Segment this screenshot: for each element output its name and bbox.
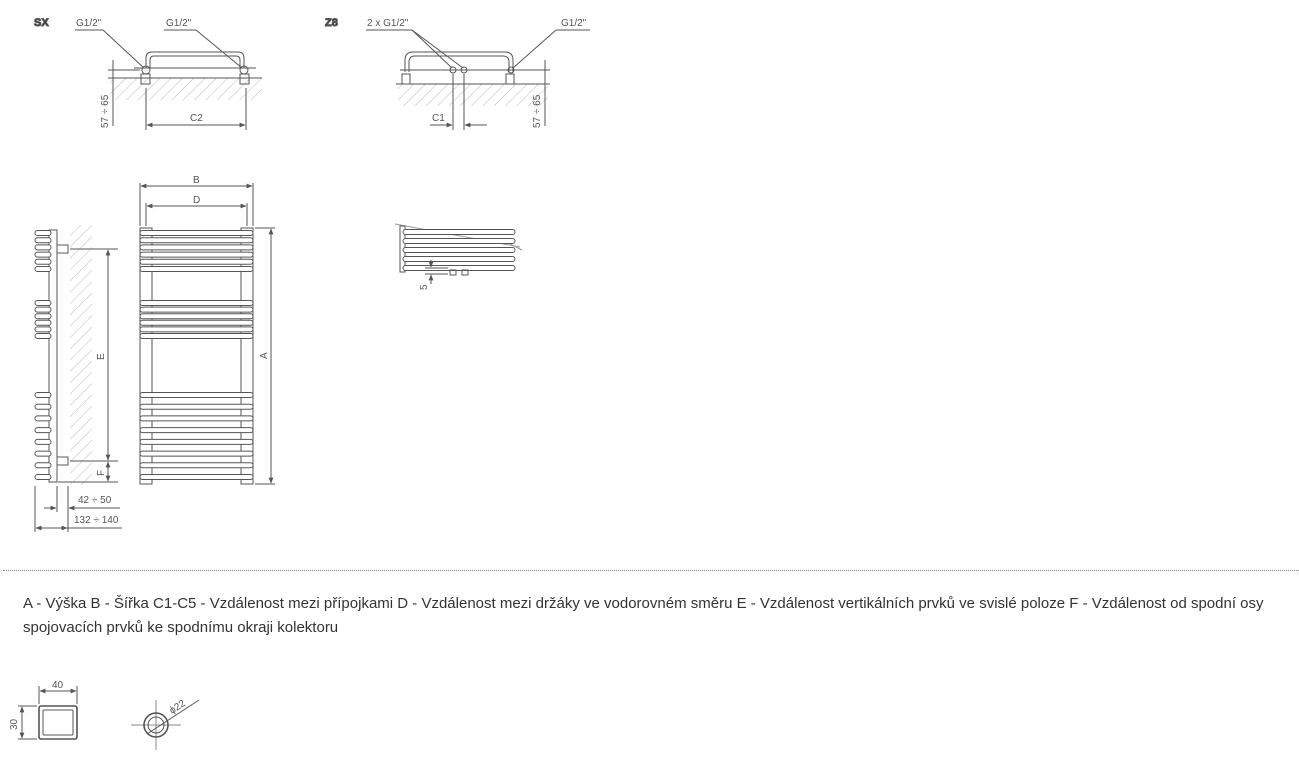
front-tube <box>140 428 253 433</box>
sx-leader-right <box>196 30 242 68</box>
front-b-label: B <box>193 175 200 186</box>
side-tube <box>35 238 51 243</box>
detail-tube <box>403 239 515 244</box>
sx-tube-outer <box>146 52 244 68</box>
sx-depth-label: 57 ÷ 65 <box>100 94 111 128</box>
sx-c2-label: C2 <box>190 113 203 124</box>
side-f-label: F <box>96 469 107 476</box>
z8-leader-double-b <box>412 30 463 68</box>
sx-wall-hatch <box>110 78 262 100</box>
profile-height-label: 30 <box>9 718 20 730</box>
side-tube <box>35 267 51 272</box>
side-tube <box>35 451 51 456</box>
front-d-label: D <box>193 195 201 206</box>
detail-five-label: 5 <box>419 284 430 290</box>
side-wall-hatch <box>70 225 92 485</box>
side-tube <box>35 301 51 306</box>
side-tube <box>35 314 51 319</box>
sx-g12-left-label: G1/2" <box>76 18 102 29</box>
side-e-label: E <box>96 353 107 360</box>
z8-single-g12-label: G1/2" <box>561 18 587 29</box>
side-tube <box>35 439 51 444</box>
detail-tube <box>403 266 515 271</box>
side-tube <box>35 307 51 312</box>
profile-section <box>9 680 77 739</box>
side-tube <box>35 393 51 398</box>
side-lower-bracket <box>57 457 68 465</box>
side-tube <box>35 475 51 480</box>
z8-c1-label: C1 <box>432 113 445 124</box>
z8-double-g12-label: 2 x G1/2" <box>367 18 409 29</box>
front-tube <box>140 475 253 480</box>
side-tube <box>35 259 51 264</box>
front-tube <box>140 393 253 398</box>
z8-leader-single <box>513 30 556 68</box>
z8-variant-label: Z8 <box>325 17 338 29</box>
sx-leader-left <box>103 30 144 68</box>
sx-variant-label: SX <box>34 17 49 29</box>
front-a-label: A <box>259 352 270 359</box>
front-tube <box>140 439 253 444</box>
side-tube <box>35 327 51 332</box>
tube-diameter-label: ϕ22 <box>167 698 188 717</box>
front-tube <box>140 320 253 325</box>
front-tube <box>140 245 253 250</box>
side-tube <box>35 334 51 339</box>
side-tube <box>35 252 51 257</box>
detail-tube <box>403 257 515 262</box>
side-view <box>35 225 122 532</box>
dimension-legend: A - Výška B - Šířka C1-C5 - Vzdálenost mezi přípojkami D - Vzdálenost mezi držáky ve vodorovném směru E - Vzdálenost vertikálních prvků ve svislé poloze F - Vzdálenost od spodní osy spojovacích prvků ke spodnímu okraji kolektoru <box>23 595 1264 636</box>
z8-tube-outer <box>405 52 513 72</box>
profile-width-label: 40 <box>52 680 64 691</box>
sx-top-view <box>34 17 262 130</box>
front-tube <box>140 267 253 272</box>
side-upper-bracket <box>57 245 68 253</box>
side-total-label: 132 ÷ 140 <box>74 515 119 526</box>
sx-tube-inner <box>150 56 240 68</box>
z8-right-bracket <box>506 74 514 84</box>
front-tube <box>140 314 253 319</box>
side-gap-label: 42 ÷ 50 <box>78 495 112 506</box>
front-tube <box>140 327 253 332</box>
front-tube <box>140 404 253 409</box>
profile-rect-inner <box>43 710 73 735</box>
detail-tube <box>403 230 515 235</box>
profile-rect-outer <box>39 706 77 739</box>
z8-left-bracket <box>402 74 410 84</box>
front-tube <box>140 334 253 339</box>
tube-section <box>131 698 199 750</box>
sx-g12-right-label: G1/2" <box>166 18 192 29</box>
side-tube <box>35 463 51 468</box>
side-tube <box>35 231 51 236</box>
front-tube <box>140 238 253 243</box>
side-tube <box>35 416 51 421</box>
front-bar-stack <box>140 231 253 480</box>
detail-view <box>395 224 522 290</box>
z8-leader-double-a <box>412 30 452 68</box>
side-tube <box>35 245 51 250</box>
front-tube <box>140 307 253 312</box>
front-tube <box>140 231 253 236</box>
z8-top-view <box>325 17 590 130</box>
section-divider <box>3 570 1299 571</box>
side-tube <box>35 404 51 409</box>
z8-depth-label: 57 ÷ 65 <box>532 94 543 128</box>
side-tube <box>35 428 51 433</box>
front-tube <box>140 301 253 306</box>
front-tube <box>140 259 253 264</box>
front-tube <box>140 416 253 421</box>
z8-wall-hatch <box>398 84 548 106</box>
front-tube <box>140 463 253 468</box>
front-view <box>140 175 275 484</box>
front-tube <box>140 252 253 257</box>
front-tube <box>140 451 253 456</box>
side-tube <box>35 320 51 325</box>
detail-tube <box>403 248 515 253</box>
